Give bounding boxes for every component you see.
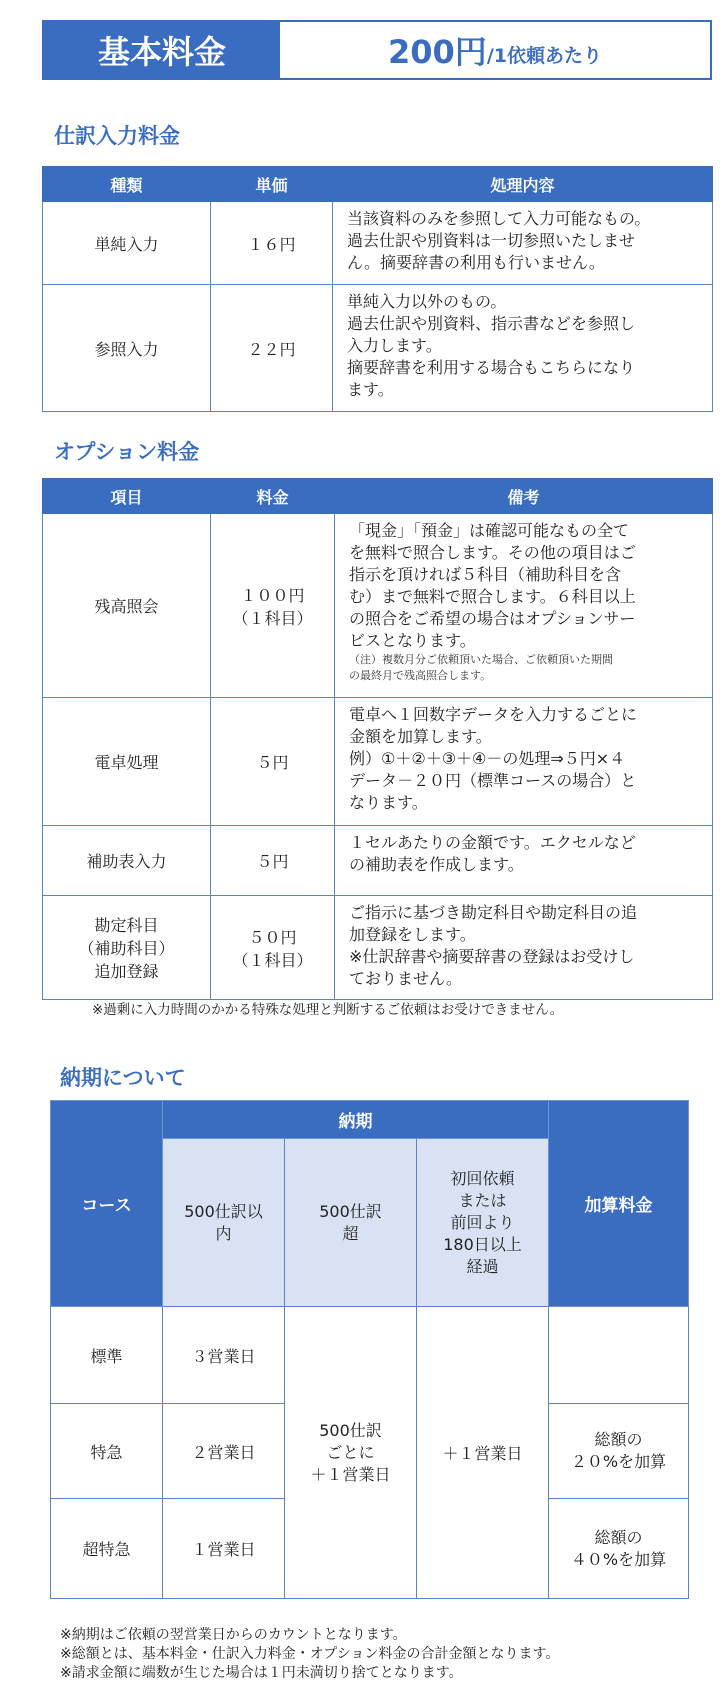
table-row [43,896,713,1000]
option-price-cell [211,514,335,698]
footnote-line: ※納期はご依頼の翌営業日からのカウントとなります。 [60,1627,407,1643]
item-line: （補助科目） [78,939,175,958]
desc-line: 指示を頂ければ５科目（補助科目を含 [349,565,622,584]
journal-desc-cell [333,202,713,285]
option-price-cell: ５円 [211,826,335,896]
delivery-subheader-under500 [163,1139,285,1307]
journal-type-cell: 参照入力 [43,285,211,412]
option-item-cell: 電卓処理 [43,698,211,826]
base-fee-unit: /1依頼あたり [486,44,602,67]
delivery-header-course: コース [51,1101,163,1307]
option-item-cell: 残高照会 [43,514,211,698]
first-request-cell: ＋１営業日 [417,1307,549,1599]
small-note-line: の最終月で残高照合します。 [349,669,492,682]
desc-line: ておりません。 [349,969,462,988]
surcharge-line: ４０%を加算 [570,1549,667,1569]
journal-price-cell: １６円 [211,202,333,285]
desc-line: 入力します。 [347,336,442,355]
base-fee-price: 200円 [388,33,487,71]
option-fee-table [42,478,713,1000]
desc-line: 例）①＋②＋③＋④－の処理⇒５円×４ [349,749,626,768]
option-desc-cell [335,514,713,698]
surcharge-cell [549,1499,689,1599]
subheader-line: 内 [215,1223,232,1243]
delivery-table [50,1100,689,1599]
desc-line: 過去仕訳や別資料は一切参照いたしませ [347,231,636,250]
subheader-line: 500仕訳以 [184,1201,263,1221]
course-cell: 標準 [51,1307,163,1404]
option-price-cell: ５円 [211,698,335,826]
table-row [43,826,713,896]
desc-line: 摘要辞書を利用する場合もこちらになり [347,358,636,377]
item-line: 勘定科目 [94,916,159,935]
subheader-line: 500仕訳 [319,1201,382,1221]
journal-price-cell: ２２円 [211,285,333,412]
desc-line: 加登録をします。 [349,925,476,944]
table-row [43,698,713,826]
footnote-line: ※請求金額に端数が生じた場合は１円未満切り捨てとなります。 [60,1665,463,1681]
option-fee-title: オプション料金 [54,440,200,464]
table-row [43,285,713,412]
desc-line: 過去仕訳や別資料、指示書などを参照し [347,314,636,333]
table-row [43,514,713,698]
surcharge-cell [549,1404,689,1499]
option-desc-cell [335,896,713,1000]
option-desc-cell [335,698,713,826]
delivery-header-nouki: 納期 [163,1101,549,1139]
desc-line: ます。 [347,380,394,399]
journal-header-desc: 処理内容 [333,167,713,202]
delivery-title: 納期について [60,1066,186,1090]
journal-type-cell: 単純入力 [43,202,211,285]
journal-header-price: 単価 [211,167,333,202]
option-item-cell [43,896,211,1000]
option-note: ※過剰に入力時間のかかる特殊な処理と判断するご依頼はお受けできません。 [92,1002,564,1018]
days-cell: ２営業日 [163,1404,285,1499]
desc-line: データ－２０円（標準コースの場合）と [349,771,637,790]
journal-desc-cell [333,285,713,412]
course-cell: 特急 [51,1404,163,1499]
subheader-line: 180日以上 [443,1234,522,1254]
base-fee-value [280,22,710,78]
footnotes [60,1626,559,1683]
desc-line: なります。 [349,793,428,812]
desc-line: 金額を加算します。 [349,727,492,746]
desc-line: の補助表を作成します。 [349,855,524,874]
days-cell: ３営業日 [163,1307,285,1404]
base-fee-label: 基本料金 [44,22,280,78]
over500-line: ＋１営業日 [310,1464,391,1484]
delivery-header-surcharge: 加算料金 [549,1101,689,1307]
footnote-line: ※総額とは、基本料金・仕訳入力料金・オプション料金の合計金額となります。 [60,1646,560,1662]
option-desc-cell [335,826,713,896]
subheader-line: 超 [342,1223,359,1243]
base-fee-banner [42,20,712,80]
journal-fee-table [42,166,713,412]
over500-line: 500仕訳 [319,1420,382,1440]
desc-line: 単純入力以外のもの。 [347,292,507,311]
desc-line: を無料で照合します。その他の項目はご [349,543,636,562]
desc-line: ん。摘要辞書の利用も行いません。 [347,253,605,272]
over500-cell [285,1307,417,1599]
desc-line: む）まで無料で照合します。６科目以上 [349,587,636,606]
option-header-item: 項目 [43,479,211,514]
price-line: （１科目） [232,950,313,970]
desc-line: ビスとなります。 [349,631,476,650]
journal-header-type: 種類 [43,167,211,202]
small-note-line: （注）複数月分ご依頼頂いた場合、ご依頼頂いた期間 [349,653,613,666]
course-cell: 超特急 [51,1499,163,1599]
option-price-cell [211,896,335,1000]
price-line: １００円 [240,585,305,605]
delivery-subheader-over500 [285,1139,417,1307]
desc-line: ※仕訳辞書や摘要辞書の登録はお受けし [349,947,635,966]
desc-line: の照合をご希望の場合はオプションサー [349,609,636,628]
journal-fee-title: 仕訳入力料金 [54,124,180,148]
subheader-line: 前回より [450,1212,515,1232]
surcharge-line: 総額の [594,1527,643,1547]
option-header-price: 料金 [211,479,335,514]
option-item-cell: 補助表入力 [43,826,211,896]
desc-line: 当該資料のみを参照して入力可能なもの。 [347,209,651,228]
desc-line: 電卓へ１回数字データを入力するごとに [349,705,638,724]
surcharge-line: 総額の [594,1430,643,1449]
days-cell: １営業日 [163,1499,285,1599]
price-line: （１科目） [232,608,313,628]
surcharge-cell [549,1307,689,1404]
table-row [51,1307,689,1404]
item-line: 追加登録 [94,962,159,981]
option-header-note: 備考 [335,479,713,514]
subheader-line: 初回依頼 [450,1168,515,1188]
subheader-line: または [458,1190,507,1210]
subheader-line: 経過 [466,1256,499,1276]
desc-line: １セルあたりの金額です。エクセルなど [349,833,636,852]
delivery-subheader-first [417,1139,549,1307]
desc-line: 「現金」「預金」は確認可能なもの全て [349,521,630,540]
price-line: ５０円 [248,927,297,947]
surcharge-line: ２０%を加算 [570,1452,667,1471]
table-row [43,202,713,285]
over500-line: ごとに [326,1442,375,1462]
desc-line: ご指示に基づき勘定科目や勘定科目の追 [349,903,638,922]
